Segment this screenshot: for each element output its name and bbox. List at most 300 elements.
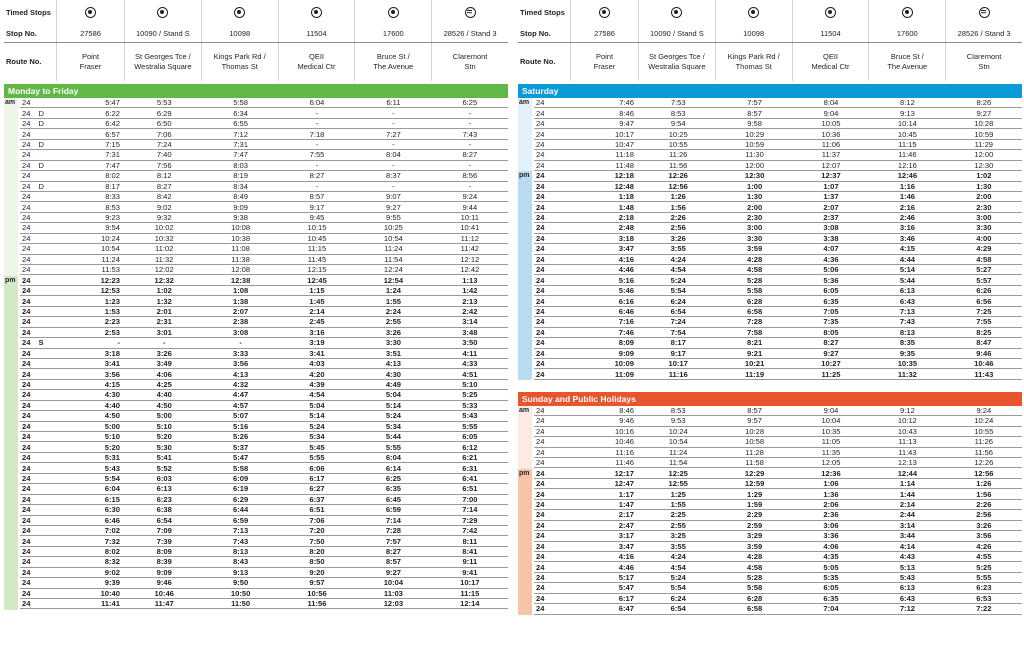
departure-time: 12:32 [154,275,174,285]
table-row [534,604,1022,614]
departure-time: 8:27 [823,338,839,348]
route-number: 24 [22,296,31,306]
departure-time: 5:47 [233,453,249,463]
service-note-flag: D [38,108,44,118]
pm-label: pm [519,469,530,477]
route-number: 24 [536,306,545,316]
departure-time: 1:13 [462,275,478,285]
route-number: 24 [22,484,31,494]
departure-time: 3:08 [823,223,839,233]
route-number: 24 [22,442,31,452]
table-row [534,468,1022,478]
stop-number: 11504 [278,24,355,42]
route-number: 24 [22,421,31,431]
departure-time: 3:30 [976,223,992,233]
departure-time: 5:36 [823,275,839,285]
stop-name: Kings Park Rd / Thomas St [201,43,278,81]
departure-time: 8:04 [823,98,839,108]
route-number: 24 [536,562,545,572]
departure-time: 4:24 [670,552,686,562]
departure-time: 8:02 [105,171,120,181]
departure-time: 12:45 [307,275,327,285]
table-row [534,458,1022,468]
departure-time: 3:16 [309,327,325,337]
weekend-timetable-panel [518,0,1022,615]
stop-number: 28526 / Stand 3 [945,24,1022,42]
departure-time: 2:45 [309,317,325,327]
departure-time: 5:52 [156,463,172,473]
departure-time: 7:46 [619,98,634,108]
departure-time: 6:58 [747,604,763,614]
departure-time: 9:27 [976,108,992,118]
timed-stop-icon [748,7,759,18]
departure-time: 11:26 [668,150,688,160]
departure-time: 11:16 [615,447,634,457]
departure-time: 3:14 [899,520,916,530]
departure-time: 1:59 [747,499,763,509]
departure-time: 8:20 [309,547,325,557]
departure-time: 6:24 [670,593,686,603]
departure-time: 1:18 [618,192,634,202]
departure-time: 9:11 [462,557,478,567]
table-row [20,213,508,223]
route-number: 24 [22,286,31,296]
pm-label: pm [5,276,16,284]
table-row [20,307,508,317]
departure-time: 7:25 [976,306,992,316]
departure-time: 3:48 [462,327,478,337]
departure-time: 10:04 [821,416,841,426]
departure-time: 11:58 [745,458,764,468]
departure-time: 9:39 [104,578,120,588]
departure-time: 5:10 [104,432,120,442]
departure-time: 6:05 [462,432,478,442]
route-number: 24 [22,369,31,379]
departure-time: 10:27 [821,359,841,369]
table-row [20,171,508,181]
pm-period-strip [4,276,18,610]
departure-time: 5:04 [309,400,325,410]
route-number: 24 [22,453,31,463]
departure-time: 10:16 [614,426,634,436]
timed-stop-icon [825,7,836,18]
departure-time: 7:54 [670,327,686,337]
departure-time: 6:21 [462,453,478,463]
departure-time: 12:46 [897,171,918,181]
am-period-strip [518,406,532,469]
section-title-weekday: Monday to Friday [4,84,508,98]
am-label: am [519,406,530,414]
departure-time: 1:06 [823,479,839,489]
departure-time: 7:14 [385,515,402,525]
departure-time: 11:35 [821,447,841,457]
route-number: 24 [536,369,545,379]
departure-time: 8:27 [156,181,172,191]
departure-time: - [239,338,242,348]
route-number: 24 [22,98,31,108]
departure-time: 8:50 [309,557,325,567]
departure-time: 8:57 [747,108,762,118]
departure-time: 7:22 [976,604,992,614]
departure-time: 5:58 [747,583,763,593]
table-row [20,432,508,442]
departure-time: 10:35 [821,426,841,436]
departure-time: 8:09 [156,547,172,557]
departure-time: 3:30 [747,233,763,243]
stop-name: St Georges Tce / Westralia Square [638,43,715,81]
departure-time: 3:33 [233,348,249,358]
route-number: 24 [536,468,545,478]
departure-time: 7:35 [823,317,839,327]
departure-time: 12:56 [668,181,688,191]
route-number: 24 [536,317,545,327]
departure-time: 11:18 [615,150,634,160]
departure-time: 1:14 [899,479,916,489]
route-no-label: Route No. [520,57,556,66]
departure-time: 7:06 [156,129,172,139]
departure-time: 6:25 [385,473,402,483]
departure-time: 1:08 [233,286,249,296]
departure-time: 10:45 [307,233,327,243]
departure-time: 4:40 [104,400,120,410]
departure-time: 11:47 [154,599,174,609]
departure-time: 9:13 [233,567,249,577]
departure-time: 11:30 [745,150,764,160]
departure-time: 6:50 [156,119,172,129]
departure-time: 2:48 [618,223,634,233]
departure-time: 4:57 [233,400,249,410]
departure-time: 7:28 [747,317,763,327]
departure-time: 6:30 [104,505,120,515]
route-number: 24 [536,489,545,499]
departure-time: 6:13 [156,484,172,494]
table-row [20,223,508,233]
table-row [534,369,1022,379]
route-number: 24 [536,192,545,202]
departure-time: 6:43 [899,593,916,603]
departure-time: 8:53 [670,108,686,118]
departure-time: 7:39 [156,536,172,546]
departure-time: 12:29 [744,468,765,478]
stop-number: 17600 [868,24,945,42]
departure-time: 11:12 [460,233,480,243]
train-station-icon [979,7,990,18]
departure-time: 10:25 [668,129,688,139]
departure-time: 9:09 [156,567,172,577]
table-row [534,275,1022,285]
departure-time: 9:46 [156,578,172,588]
departure-time: 9:04 [823,406,839,416]
route-number: 24 [22,254,31,264]
departure-time: - [117,338,120,348]
departure-time: 10:43 [897,426,917,436]
departure-time: 7:53 [670,98,686,108]
route-number: 24 D [22,108,44,118]
departure-time: 12:30 [974,160,994,170]
departure-time: 1:02 [976,171,992,181]
departure-time: 5:17 [618,573,634,583]
departure-time: 4:00 [976,233,992,243]
departure-time: 5:41 [156,453,172,463]
departure-time: 7:46 [618,327,634,337]
departure-time: 5:30 [156,442,172,452]
route-number: 24 [536,479,545,489]
departure-time: 4:47 [233,390,249,400]
departure-time: 10:55 [668,139,688,149]
departure-time: 6:54 [670,604,686,614]
departure-time: 4:54 [670,265,686,275]
departure-time: 1:32 [156,296,172,306]
stop-name: Kings Park Rd / Thomas St [715,43,792,81]
table-row [534,140,1022,150]
departure-time: 2:26 [670,213,686,223]
table-row [534,119,1022,129]
departure-time: 10:54 [100,244,120,254]
table-row [534,161,1022,171]
departure-time: - [468,108,472,118]
departure-time: 1:07 [823,181,839,191]
route-number: 24 [22,578,31,588]
stop-name: QEII Medical Ctr [278,43,355,81]
departure-time: - [162,338,166,348]
departure-time: 9:02 [104,567,120,577]
section-title-saturday: Saturday [518,84,1022,98]
table-row [20,202,508,212]
departure-time: 9:09 [233,202,248,212]
departure-time: 11:15 [307,244,327,254]
departure-time: 4:06 [823,541,839,551]
table-row [534,573,1022,583]
route-number: 24 [22,547,31,557]
departure-time: 3:19 [309,338,325,348]
departure-time: 8:33 [105,192,120,202]
departure-time: 2:56 [976,510,992,520]
departure-time: 8:25 [976,327,992,337]
departure-time: 12:15 [307,265,327,275]
departure-time: 6:28 [747,593,763,603]
table-row [20,380,508,390]
departure-time: 5:46 [618,286,634,296]
route-number: 24 [22,306,31,316]
departure-time: 4:26 [976,541,992,551]
route-number: 24 [536,233,545,243]
route-number: 24 [22,129,31,139]
departure-time: 7:24 [156,139,172,149]
table-row [534,192,1022,202]
departure-time: - [468,119,472,129]
departure-time: 2:24 [385,306,402,316]
departure-time: 11:13 [898,437,917,447]
table-row [20,140,508,150]
departure-time: 2:44 [899,510,916,520]
departure-time: - [315,139,319,149]
departure-time: 5:44 [385,432,402,442]
route-number: 24 [536,275,545,285]
route-number: 24 D [22,181,44,191]
stop-number: 11504 [792,24,869,42]
timed-stop-icon [234,7,245,18]
table-row [534,427,1022,437]
departure-time: 6:26 [976,286,992,296]
departure-time: 8:03 [233,160,248,170]
departure-time: 6:19 [233,484,249,494]
departure-time: 8:09 [618,338,634,348]
departure-time: 2:37 [823,213,839,223]
table-row [534,286,1022,296]
table-row [534,359,1022,369]
departure-time: 6:31 [462,463,478,473]
departure-time: 3:25 [670,531,686,541]
departure-time: 7:09 [156,526,172,536]
departure-time: 3:01 [156,327,172,337]
table-row [20,98,508,108]
route-number: 24 [536,510,545,520]
departure-time: 8:46 [619,406,634,416]
departure-time: 12:26 [974,458,994,468]
departure-time: 11:43 [974,369,994,379]
departure-time: 2:55 [670,520,686,530]
route-number: 24 [22,588,31,598]
route-number: 24 [536,359,545,369]
departure-time: 7:27 [386,129,401,139]
route-number: 24 [536,458,545,468]
table-row [534,521,1022,531]
section-title-sunday: Sunday and Public Holidays [518,392,1022,406]
route-number: 24 [536,552,545,562]
table-row [20,463,508,473]
departure-time: 7:29 [462,515,478,525]
departure-time: 6:04 [385,453,402,463]
departure-time: 5:04 [385,390,402,400]
stop-number: 27586 [56,24,124,42]
departure-time: 4:50 [156,400,172,410]
departure-time: 5:34 [385,421,402,431]
departure-time: 6:59 [385,505,402,515]
departure-time: 12:48 [614,181,634,191]
departure-time: 11:24 [668,447,688,457]
table-row [534,244,1022,254]
departure-time: 1:16 [899,181,916,191]
departure-time: 2:18 [618,213,634,223]
departure-time: 4:58 [747,562,763,572]
am-period-strip [518,98,532,171]
departure-time: 4:58 [976,254,992,264]
departure-time: 11:56 [668,160,688,170]
departure-time: 7:50 [309,536,325,546]
departure-time: - [468,160,472,170]
departure-time: 10:28 [974,119,994,129]
table-row [20,244,508,254]
departure-time: 9:32 [156,213,172,223]
departure-time: 8:34 [233,181,248,191]
stop-number: 10090 / Stand S [638,24,715,42]
departure-time: 2:56 [670,223,686,233]
departure-time: 4:49 [385,380,402,390]
route-number: 24 [536,406,545,416]
departure-time: 3:55 [670,244,686,254]
departure-time: 3:46 [899,233,916,243]
table-row [534,98,1022,108]
departure-time: 8:42 [156,192,172,202]
table-row [20,505,508,515]
departure-time: 7:05 [823,306,839,316]
departure-time: 11:54 [668,458,688,468]
departure-time: 11:05 [821,437,841,447]
departure-time: 1:29 [747,489,763,499]
departure-time: 5:54 [104,473,120,483]
route-number: 24 [22,150,31,160]
departure-time: 6:56 [976,296,992,306]
departure-time: 9:54 [670,119,686,129]
departure-time: 6:13 [899,583,916,593]
departure-time: 10:28 [745,426,765,436]
departure-time: 12:17 [614,468,634,478]
departure-time: 11:16 [668,369,688,379]
departure-time: 6:13 [899,286,916,296]
departure-time: 5:24 [309,421,325,431]
departure-time: 2:14 [899,499,916,509]
departure-time: 11:02 [154,244,174,254]
departure-time: 11:15 [898,139,917,149]
departure-time: 9:09 [618,348,634,358]
departure-time: 11:29 [974,139,994,149]
departure-time: 9:44 [462,202,478,212]
table-row [20,401,508,411]
departure-time: 4:28 [747,552,763,562]
departure-time: 8:26 [976,98,992,108]
departure-time: 4:44 [899,254,916,264]
departure-time: 8:12 [156,171,172,181]
departure-time: 2:36 [823,510,839,520]
departure-time: 1:26 [976,479,992,489]
departure-time: 6:54 [670,306,686,316]
route-number: 24 D [22,160,44,170]
departure-time: 2:16 [899,202,916,212]
departure-time: 2:00 [747,202,763,212]
departure-time: 8:57 [309,192,325,202]
timed-stop-icon [599,7,610,18]
departure-time: - [392,139,395,149]
route-number: 24 [536,181,545,191]
departure-time: 5:55 [976,573,992,583]
service-note-flag: S [38,338,44,348]
departure-time: 2:38 [233,317,249,327]
departure-time: 5:00 [104,421,120,431]
departure-time: 11:43 [898,447,917,457]
departure-time: 3:36 [823,531,839,541]
departure-time: 8:32 [104,557,120,567]
departure-time: 4:58 [747,265,763,275]
departure-time: 7:43 [233,536,249,546]
departure-time: 1:36 [823,489,839,499]
departure-time: 8:53 [670,406,686,416]
departure-time: 6:51 [462,484,478,494]
departure-time: 8:13 [233,547,249,557]
departure-time: 3:41 [309,348,325,358]
departure-time: - [468,139,472,149]
departure-time: 7:43 [899,317,916,327]
departure-time: 2:01 [156,306,172,316]
departure-time: 11:53 [101,265,120,275]
departure-time: 10:24 [100,233,120,243]
table-row [20,234,508,244]
table-row [534,223,1022,233]
departure-time: 5:28 [747,573,763,583]
departure-time: 10:05 [821,119,841,129]
departure-time: 12:26 [668,171,688,181]
departure-time: 1:30 [976,181,992,191]
departure-time: 3:00 [747,223,763,233]
